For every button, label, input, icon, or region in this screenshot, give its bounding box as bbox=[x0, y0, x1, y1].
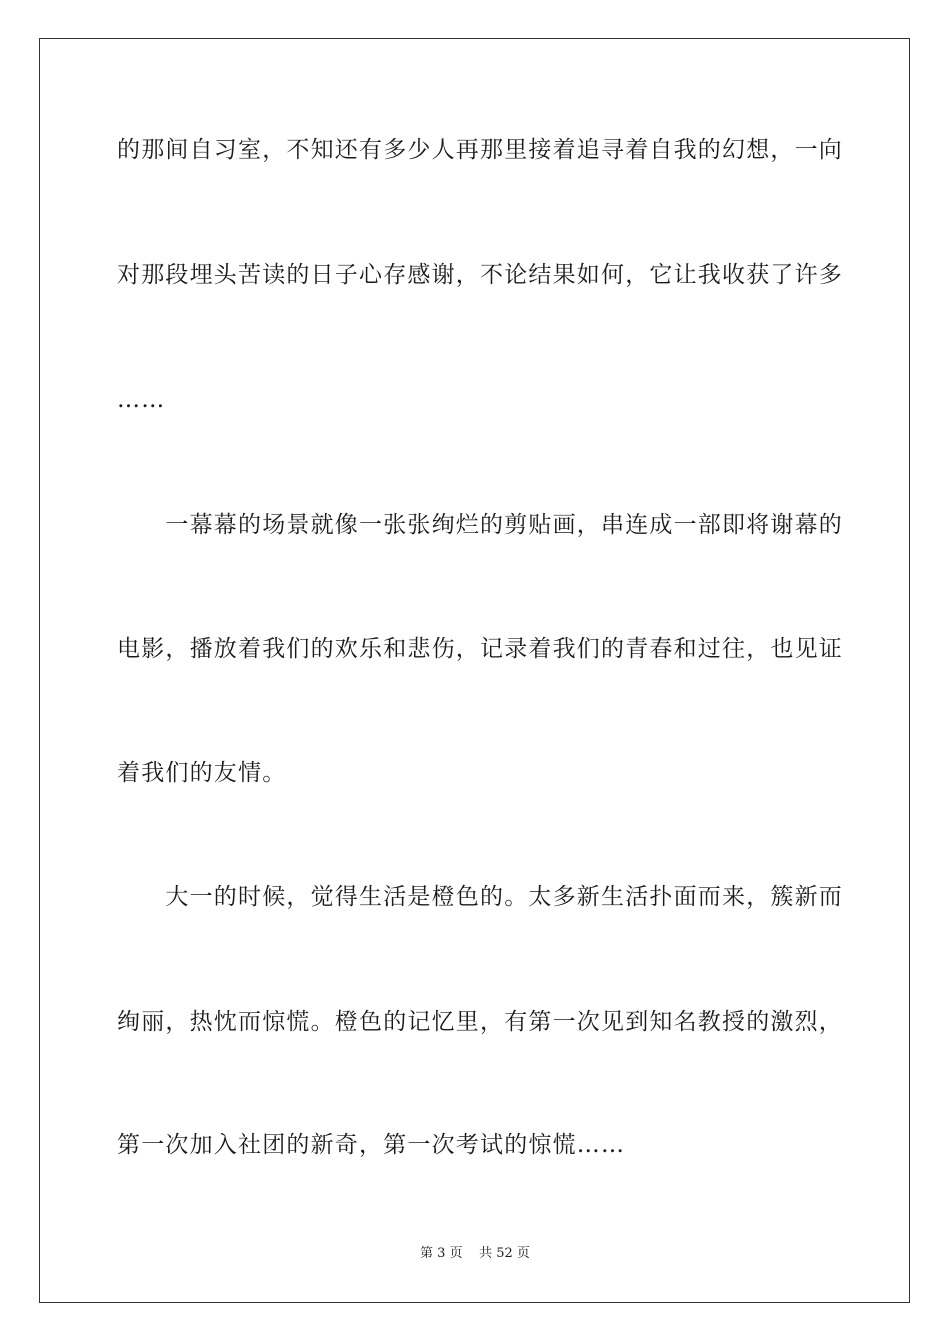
page-total: 共 52 页 bbox=[479, 1246, 530, 1261]
text-line-4: 一幕幕的场景就像一张张绚烂的剪贴画，串连成一部即将谢幕的 bbox=[117, 512, 843, 538]
text-line-7: 大一的时候，觉得生活是橙色的。太多新生活扑面而来，簇新而 bbox=[117, 884, 843, 910]
text-line-6: 着我们的友情。 bbox=[117, 760, 287, 786]
text-line-9: 第一次加入社团的新奇，第一次考试的惊慌…… bbox=[117, 1132, 626, 1158]
text-line-2: 对那段埋头苦读的日子心存感谢，不论结果如何，它让我收获了许多 bbox=[117, 262, 843, 288]
text-line-8: 绚丽，热忱而惊慌。橙色的记忆里，有第一次见到知名教授的激烈， bbox=[117, 1009, 843, 1035]
page-number: 第 3 页 bbox=[420, 1246, 463, 1261]
text-line-1: 的那间自习室，不知还有多少人再那里接着追寻着自我的幻想，一向 bbox=[117, 137, 843, 163]
page-footer bbox=[0, 1245, 950, 1263]
page-border bbox=[39, 38, 910, 1303]
text-line-3: …… bbox=[117, 387, 166, 413]
text-line-5: 电影，播放着我们的欢乐和悲伤，记录着我们的青春和过往，也见证 bbox=[117, 636, 843, 662]
